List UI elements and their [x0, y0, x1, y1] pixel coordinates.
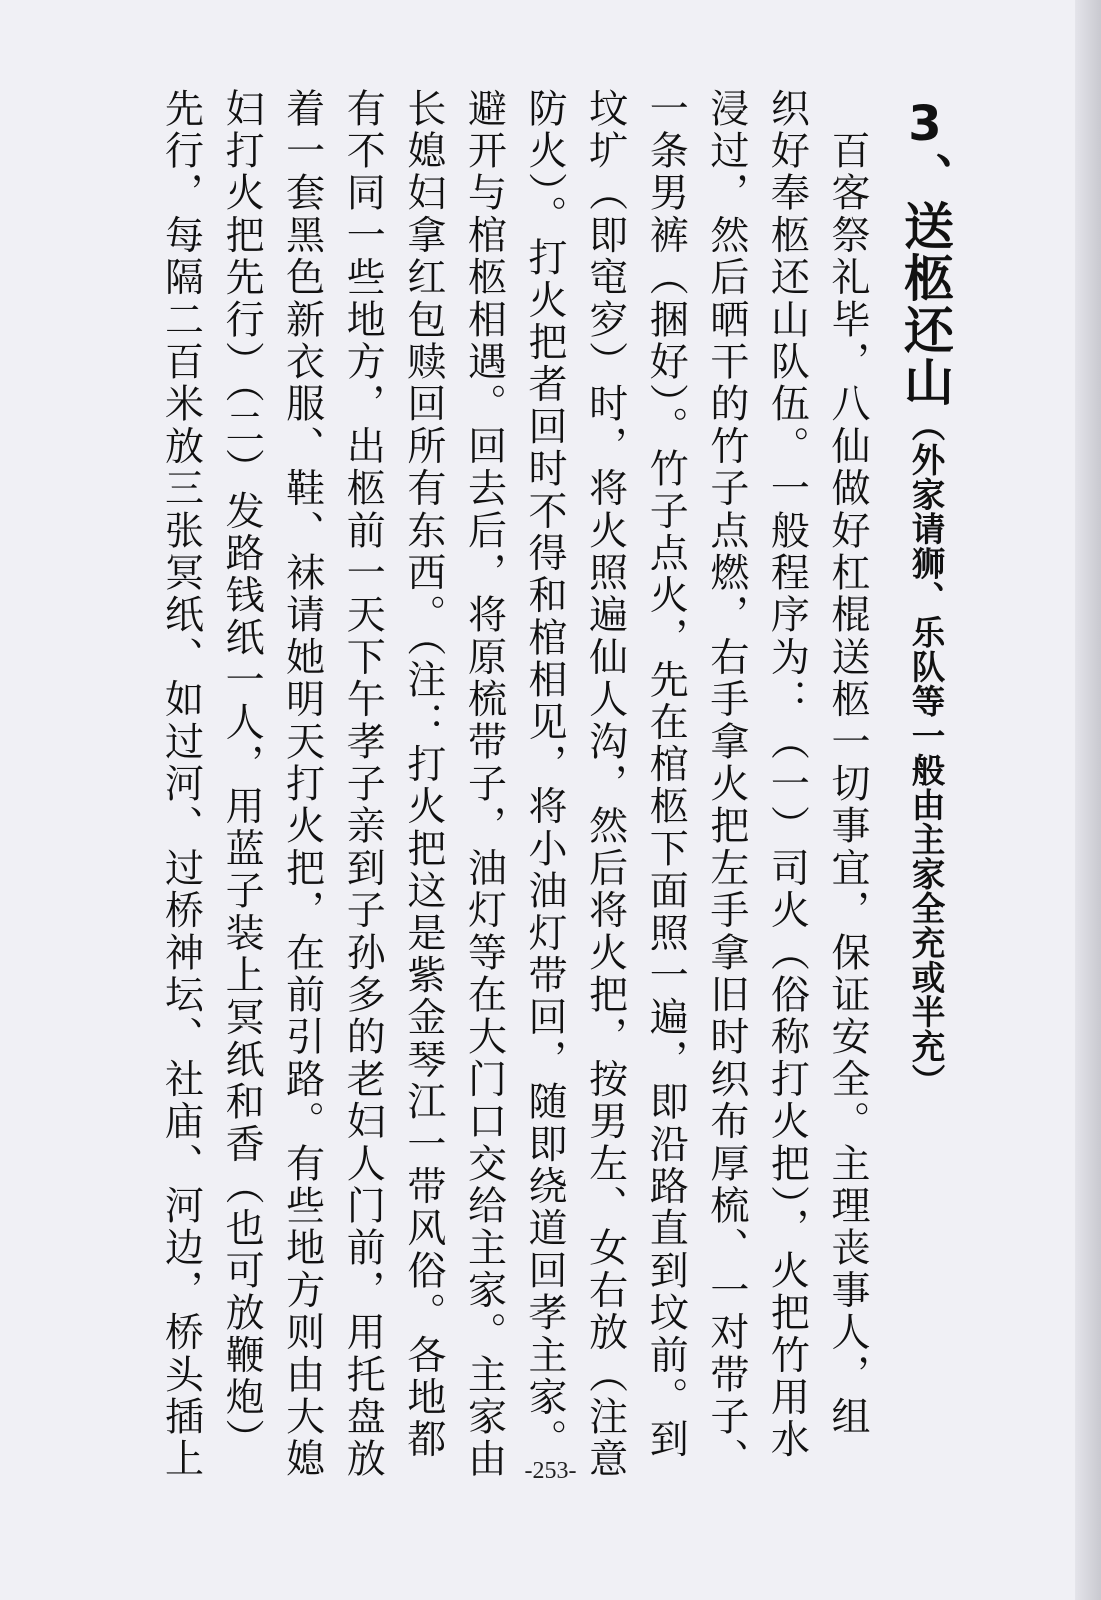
section-number: 3、 [897, 96, 953, 200]
body-paragraph: 百客祭礼毕，八仙做好杠棍送柩一切事宜，保证安全。主理丧事人，组 织好奉柩还山队伍。一般程序为：（一）司火（俗称打火把），火把竹用水 浸过，然后晒干的竹子点燃，右手拿火把左手拿旧时织布厚梳、一对带子、 一条男裤（捆好）。竹子点火，先在棺柩下面照一遍，即沿路直到坟前。到 坟圹（即窀穸）时，将火照遍仙人沟，然后将火把，按男左、女右放（注意 防火）。打火把者回时不得和棺相见，将小油灯带回，随即绕道回孝主家。 避开与棺柩相遇。回去后，将原梳带子，油灯等在大门口交给主家。主家由 长媳妇拿红包赎回所有东西。（注：打火把这是紫金琴江一带风俗。各地都 有不同一些地方，出柩前一天下午孝子亲到子孙多的老妇人门前，用托盘放 着一套黑色新衣服、鞋、袜请她明天打火把，在前引路。有些地方则由大媳 妇打火把先行）（二）发路钱纸一人，用蓝子装上冥纸和香（也可放鞭炮） 先行，每隔二百米放三张冥纸、如过河、过桥神坛、社庙、河边，桥头插上 [158, 88, 870, 1481]
section-heading [889, 96, 961, 1536]
page-edge-shadow [1075, 0, 1101, 1600]
section-title: 送柩还山 [896, 200, 954, 408]
page-number: -253- [524, 1458, 577, 1484]
section-subtitle: （外家请狮、乐队等一般由主家全充或半充） [906, 408, 945, 1098]
